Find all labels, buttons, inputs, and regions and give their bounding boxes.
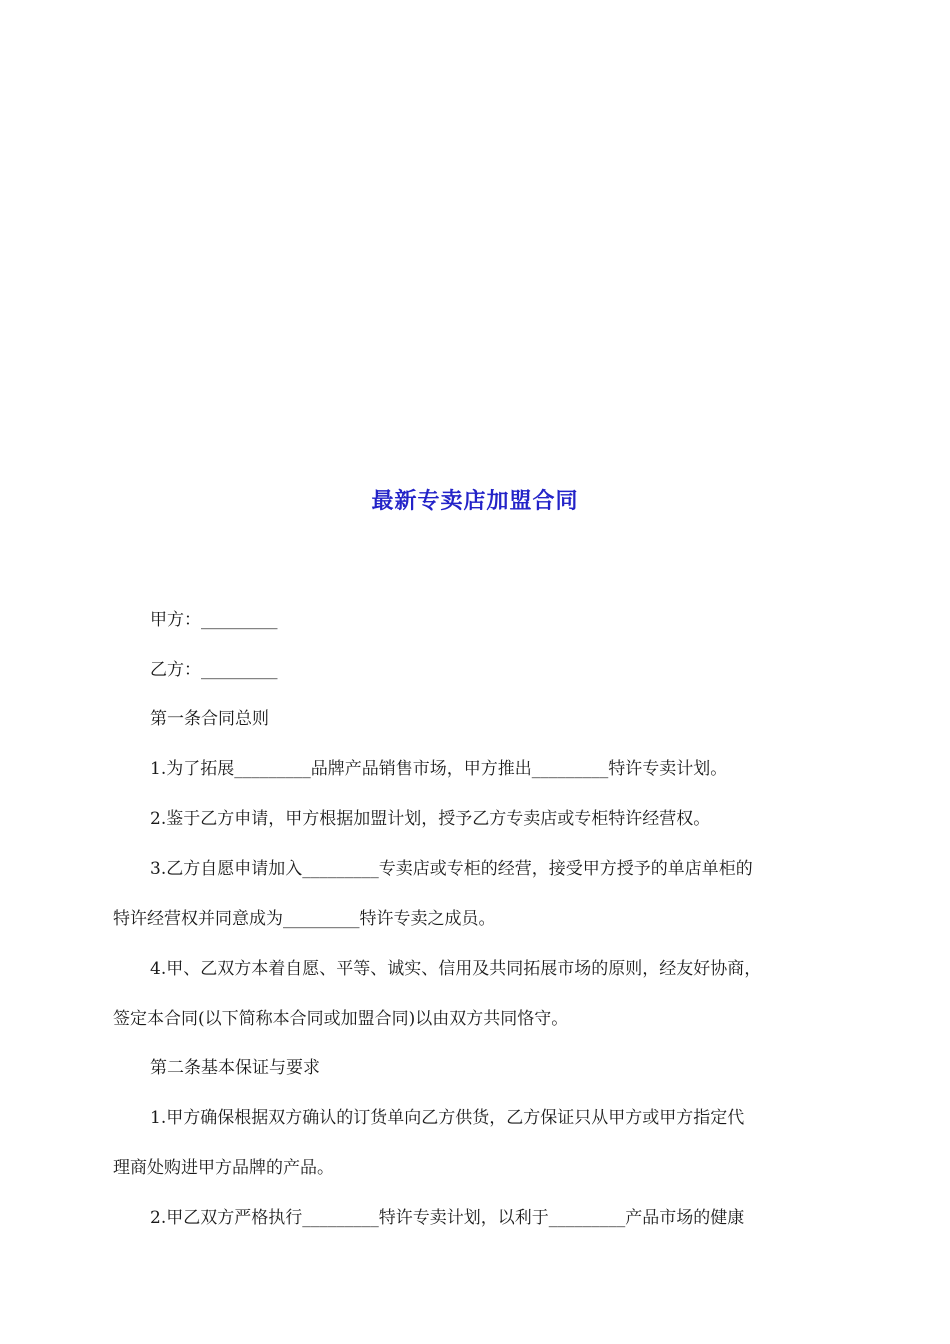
article-1-heading: 第一条合同总则 [150, 709, 269, 729]
article-1-clause-4: 4.甲、乙双方本着自愿、平等、诚实、信用及共同拓展市场的原则，经友好协商， [150, 959, 762, 979]
article-1-clause-2: 2.鉴于乙方申请，甲方根据加盟计划，授予乙方专卖店或专柜特许经营权。 [150, 809, 711, 829]
party-a-line: 甲方：_________ [150, 610, 278, 630]
article-2-clause-1: 1.甲方确保根据双方确认的订货单向乙方供货，乙方保证只从甲方或甲方指定代 [150, 1108, 745, 1128]
article-1-clause-3: 3.乙方自愿申请加入_________专卖店或专柜的经营，接受甲方授予的单店单柜的 [150, 859, 753, 879]
article-2-clause-2: 2.甲乙双方严格执行_________特许专卖计划，以利于_________产品市场的健康 [150, 1208, 745, 1228]
article-2-heading: 第二条基本保证与要求 [150, 1058, 320, 1078]
article-2-clause-1-cont: 理商处购进甲方品牌的产品。 [113, 1158, 334, 1178]
party-b-line: 乙方：_________ [150, 660, 278, 680]
document-title: 最新专卖店加盟合同 [371, 488, 579, 514]
article-1-clause-1: 1.为了拓展_________品牌产品销售市场，甲方推出_________特许专卖计划。 [150, 759, 728, 779]
article-1-clause-4-cont: 签定本合同(以下简称本合同或加盟合同)以由双方共同恪守。 [113, 1009, 569, 1029]
article-1-clause-3-cont: 特许经营权并同意成为_________特许专卖之成员。 [113, 909, 496, 929]
